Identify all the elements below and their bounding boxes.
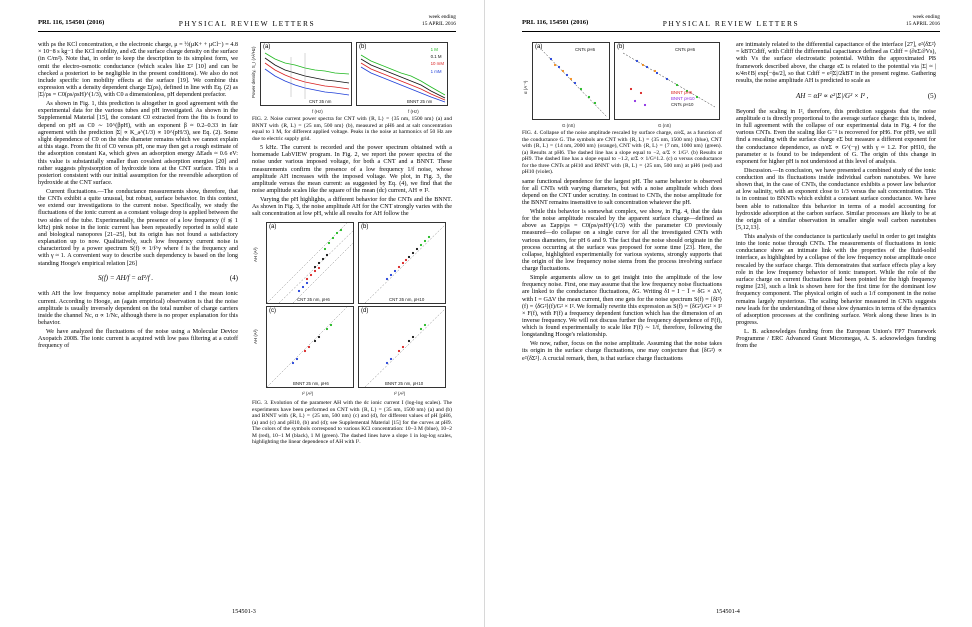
fig2-ylabel: Power density, S_I (A²/Hz) <box>251 46 256 98</box>
paragraph: same functional dependence for the largest pH. The same behavior is observed for all CNTs with varying diameters, but with a noise amplitude which does depend on the CNT under scrutiny. In contrast to CNTs, the noise amplitude for the BNNT remains insensitive to salt concentration whatever the pH. <box>522 178 722 207</box>
page-number: 154501-3 <box>232 608 256 615</box>
fig3-caption: FIG. 3. Evolution of the parameter AH with the dc ionic current I (log-log scales). The experiments have been performed on CNT with {R, L} = {35 nm, 1500 nm} (a) and (b) and BNNT with {R, L} = {25 nm, 500 nm} (c) and (d), for different values of pH [pH6, (a) and (c) and pH10, (b) and (d); see Supplemental Material [15] for the curves at pH9. The colors of the symbols correspond to various KCl concentration: 10−3 M (blue), 10−2 M (red), 10−1 M (black), 1 M (green). The dashed lines have a slope 1 in log-log scales, highlighting the linear dependence of AH with I². <box>252 400 452 446</box>
fig2-panel-a <box>260 42 352 106</box>
week-ending: week ending 15 APRIL 2016 <box>906 14 940 27</box>
equation-4 <box>38 269 238 291</box>
fig3-b-tag: CNT 35 nm, pH10 <box>389 297 425 303</box>
fig3-b-label: (b) <box>361 224 369 231</box>
fig2-a-plot <box>261 43 352 106</box>
paragraph: Discussion.—In conclusion, we have presented a combined study of the ionic conduction and its fluctuations inside individual carbon nanotubes. We have shown that, in the case of CNTs, the conductance exhibits a power law behavior at low salinity, with an exponent close to 1/3 versus the salt concentration. This is in contrast to BNNTs which exhibit a constant surface conductance. We have been able to rationalize this behavior in terms of a model accounting for hydroxide adsorption at the carbon surface. Similar processes are likely to be at the origin of a similar observation in smaller single wall carbon nanotubes [5,12,13]. <box>736 167 936 232</box>
fig2-panel-b <box>356 42 448 106</box>
fig2-a-label: (a) <box>263 44 271 50</box>
journal-name: PHYSICAL REVIEW LETTERS <box>178 19 316 28</box>
article-reference: PRL 116, 154501 (2016) <box>38 19 105 26</box>
left-page <box>4 6 484 621</box>
paragraph: We now, rather, focus on the noise amplitude. Assuming that the noise takes its origin in the surface charge fluctuations, one may conjecture that ⟨δG²⟩ ∝ e²⟨δΣ²⟩. A crucial remark, then, is that surface charge fluctuations <box>522 341 722 362</box>
fig2-legend <box>431 46 444 75</box>
header-rule <box>38 31 456 32</box>
running-header <box>522 14 940 34</box>
paragraph: Current fluctuations.—The conductance measurements show, therefore, that the CNTs exhibit a quite unusual, but robust, surface behavior. In this context, we extend our investigations to the current noise. Specifically, we study the fluctuations of the ionic current as a constant voltage drop is applied between the two sides of the tube. Experimentally, the presence of a low frequency (f ≲ 1 kHz) pink noise in the ionic current has been repeatedly reported in solid state and biological nanopores [21–25], but its origin has not found a satisfactory explanation up to now. Qualitatively, such low frequency current noise is characterized by a power spectrum S(f) ∝ 1/f^γ where f is the frequency and with γ ≈ 1. A convenient way to describe such dependency is based on the long standing Hooge's empirical relation [26] <box>38 188 238 267</box>
fig2-xlabel-a: f (Hz) <box>312 109 323 114</box>
fig2-a-tag: CNT 35 nm <box>309 99 332 104</box>
week-ending: week ending 15 APRIL 2016 <box>422 14 456 27</box>
paragraph: This analysis of the conductance is particularly useful in order to get insights into the ionic noise through CNTs. The measurements of fluctuations in ionic conductance show an intimate link with the properties of the fluid-solid interface, as highlighted by a collapse of the low frequency noise amplitude once rescaled by the surface charge. This demonstrates that surface effects play a key role in the low frequency behavior of ionic transport. While the role of the surface charge on current fluctuations had been pointed for the high frequency regime [23], such a link is shown here for the first time for the dominant low frequency component. The physical origin of such a 1/f component in the noise remains largely mysterious. The scaling behavior measured in CNTs suggests new leads for the understanding of these slow dynamics in terms of the dynamics of adsorption processes at the confining surface. Work along these lines is in progress. <box>736 233 936 327</box>
fig4-caption: FIG. 4. Collapse of the noise amplitude rescaled by surface charge, α/eΣ, as a function of the conductance G. The symbols are CNT with {R, L} = {35 nm, 1500 nm} (blue), CNT with {R, L} = {14 nm, 2000 nm} (orange), CNT with {R, L} = {7 nm, 1000 nm} (green). (a) Results at pH6. The dashed line has a slope equal to −2, α/Σ ∝ 1/G². (b) Results at pH9. The dashed line has a slope equal to −1.2, α/Σ ∝ 1/G^1.2. (c) α versus conductance for the three CNTs at pH10 and BNNT with {R, L} = {25 nm, 500 nm} at pH6 (red) and pH10 (violet). <box>522 130 722 175</box>
article-reference: PRL 116, 154501 (2016) <box>522 19 589 26</box>
fig4-xlabel-b: G (nS) <box>658 123 671 128</box>
fig2-b-tag: BNNT 25 nm <box>407 99 433 104</box>
fig4-b-tag: CNTs pH6 <box>675 47 696 52</box>
right-page-column-1 <box>522 42 722 364</box>
fig3-xlabel-right: I² (A²) <box>394 391 406 397</box>
equation-body: S(f) = AH/f = αI²/f . <box>98 274 154 283</box>
fig4-a-tag: CNTs pH6 <box>575 47 596 52</box>
paragraph: While this behavior is somewhat complex, we show, in Fig. 4, that the data for the noise amplitude rescaled by the apparent surface charge—defined as above as Σapp/ρs = C0(ρs/ρsH)^(1/3) with the parameter C0 previously measured—do collapse on a single curve for all the investigated CNTs with various diameters, for pH 6 and 9. The fact that the noise should originate in the process occurring at the surface was proposed for some time [23]. Here, the collapse, highlighted experimentally for various systems, strongly supports that the origin of the low frequency noise stems from the process involving surface charge fluctuations. <box>522 208 722 273</box>
fig4-a-label: (a) <box>535 44 543 50</box>
fig3-d-tag: BNNT 25 nm, pH10 <box>385 381 424 387</box>
paragraph: As shown in Fig. 1, this prediction is altogether in good agreement with the experimental data for the various tubes and pH investigated. As shown in the Supplemental Material [15], the constant C0 extracted from the fits is found to depend on pH as C0 ∼ 10^(βpH), with an exponent β ≈ 0.2–0.33 in fair agreement with the prediction |Σ| ∝ K_a^(1/3) ∝ 10^(pH/3), see Eq. (2). Some slight dependence of C0 on the tube diameter remains which we cannot explain at this stage. From the fit of C0 versus pH, one may then get a rough estimate of the adsorption constant Ka, which gives an adsorption energy ΔEads ≈ 0.6 eV: this value is substantially smaller than covalent adsorption energies [20] and rather suggests physisorption of hydroxide ions at the CNT surface. This is a posteriori consistent with our initial assumption for the reversible adsorption of hydroxide at the CNT surface. <box>38 101 238 187</box>
page-divider <box>484 0 485 627</box>
equation-5 <box>736 87 936 109</box>
equation-body: AH = αI² ∝ e²|Σ|/G² × I² , <box>796 91 869 100</box>
paragraph: with AH the low frequency noise amplitude parameter and I the mean ionic current. According to Hooge, an (again empirical) observation is that the noise amplitude is usually inversely dependent on the total number of charge carriers inside the channel Nc, α ∝ 1/Nc, although there is no proper explanation for this behavior. <box>38 291 238 327</box>
right-page <box>488 6 968 621</box>
page-number: 154501-4 <box>716 608 740 615</box>
fig3-c-tag: BNNT 25 nm, pH6 <box>293 381 329 387</box>
running-header <box>38 14 456 34</box>
legend-entry: 0.1 M <box>430 54 442 60</box>
legend-entry: 10 mM <box>430 61 444 67</box>
fig3-a-label: (a) <box>269 224 277 231</box>
paragraph: Simple arguments allow us to get insight into the amplitude of the low frequency noise. First, one may assume that the low frequency noise fluctuations are linked to the conductance fluctuations, δG. Writing δI = I − Ī = δG × ΔV, with I = GΔV the mean current, then one gets for the noise spectrum S(f) = ⟨δI²⟩(f) = ⟨δG²⟩(f)/G² × I². We formally rewrite this expression as S(f) = ⟨δG²⟩/G² × I² × F(f), with F(f) a frequency dependent function which has the dimension of an inverse frequency. We will not discuss further the frequency dependence of F(f), which is found experimentally to scale like F(f) ∼ 1/f, therefore, following the longstanding Hooge's relationship. <box>522 274 722 339</box>
paragraph: We have analyzed the fluctuations of the noise using a Molecular Device Axopatch 200B. The ionic current is acquired with low pass filtering at a cutoff frequency of <box>38 328 238 350</box>
figure-4 <box>522 42 722 130</box>
fig3-c-label: (c) <box>269 308 276 315</box>
fig4-b-tag: BNNT pH10 <box>671 96 695 101</box>
figure-3 <box>252 222 452 400</box>
fig3-a-tag: CNT 35 nm, pH6 <box>297 297 330 303</box>
fig4-b-tag: CNTs pH10 <box>671 102 694 107</box>
fig2-xlabel-b: f (Hz) <box>408 109 419 114</box>
legend-entry: 1 mM <box>430 68 442 74</box>
fig3-panel-b <box>358 222 446 304</box>
fig4-ylabel: α (A⁻¹) <box>523 80 528 94</box>
equation-number: (4) <box>229 274 238 283</box>
fig2-caption: FIG. 2. Noise current power spectra for CNT with {R, L} = {35 nm, 1500 nm} (a) and BNNT with {R, L} = {25 nm, 500 nm} (b), measured at pH6 and at salt concentration equal to 1 M, for different applied voltage. Peaks in the noise at harmonics of 50 Hz are due to electric supply grid. <box>252 116 452 142</box>
paragraph: Beyond the scaling in I², therefore, this prediction suggests that the noise amplitude α is directly proportional to the average surface charge: this is, indeed, in full agreement with the collapse of our experimental data in Fig. 4 for the various CNTs. Even the scaling like G⁻² is recovered for pH6. For pH9, we still find a rescaling with the surface charge eΣ but measure a different exponent for the conductance dependence, as α/eΣ ∝ G^(−γ) with γ ≈ 1.2. For pH10, the parameter α is found to be independent of G. The origin of this change in exponent for higher pH is not understood at this level of analysis. <box>736 108 936 165</box>
fig4-b-tag: BNNT pH6 <box>671 90 693 95</box>
fig4-panel-b <box>614 42 720 120</box>
journal-name: PHYSICAL REVIEW LETTERS <box>662 19 800 28</box>
fig3-panel-d <box>358 306 446 388</box>
fig3-ylabel-bottom: AH (A²) <box>253 329 258 345</box>
paragraph: Varying the pH highlights, a different behavior for the CNTs and the BNNT. As shown in Fig. 3, the noise amplitude AH for the CNT strongly varies with the salt concentration at low pH, while all results for AH follow the <box>252 196 452 218</box>
legend-entry: 1 M <box>430 47 438 52</box>
header-rule <box>522 31 940 32</box>
fig2-b-label: (b) <box>359 44 367 50</box>
fig3-panel-a <box>266 222 354 304</box>
paragraph: with ρs the KCl concentration, e the electronic charge, μ = ½(μK+ + μCl−) = 4.8 × 10−8 s kg−1 the KCl mobility, and eΣ the surface charge density on the surface (in C/m²). Note that, in order to keep the description to its simplest form, we omit the electro-osmotic conductance (which scales like Σ² [10] and can be checked a posteriori to be negligible in the present conditions). We also do not include specific ion mobility effects at the surface [19]. We combine this expression with a density dependent charge Σ(ρs), defined in line with Eq. (2) as |Σ|/ρs = C0(ρs/ρsH)^(1/3), with C0 a dimensionless, pH dependent prefactor. <box>38 42 238 99</box>
fig3-ylabel-top: AH (A²) <box>253 247 258 263</box>
left-page-column-2 <box>252 42 452 447</box>
right-page-column-2 <box>736 42 936 352</box>
paragraph: L. B. acknowledges funding from the European Union's FP7 Framework Programme / ERC Advanced Grant Micromegas, A. S. acknowledges funding from the <box>736 328 936 350</box>
fig4-panel-a <box>532 42 610 120</box>
fig3-d-label: (d) <box>361 308 369 315</box>
fig3-panel-c <box>266 306 354 388</box>
equation-number: (5) <box>927 91 936 100</box>
paragraph: 5 kHz. The current is recorded and the power spectrum obtained with a homemade LabVIEW program. In Fig. 2, we report the power spectra of the noise under various imposed voltage, for both a CNT and a BNNT. These measurements confirm the presence of a low frequency 1/f noise, whose amplitude AH increases with the imposed voltage. We plot, in Fig. 3, the amplitude versus the mean current: as suggested by Eq. (4), we find that the noise amplitude scales like the square of the mean (dc) current, AH ∝ I². <box>252 145 452 195</box>
fig4-b-label: (b) <box>617 44 625 50</box>
left-page-column-1 <box>38 42 238 352</box>
fig4-xlabel-a: G (nS) <box>562 123 575 128</box>
figure-2 <box>252 42 452 116</box>
fig3-xlabel-left: I² (A²) <box>302 391 314 397</box>
paragraph: are intimately related to the differential capacitance of the interface [27], e²⟨δΣ²⟩ = kBTCdiff, with Cdiff the differential capacitance defined as Cdiff = (∂eΣ/∂Vs), with Vs the surface electrostatic potential. Within the approximated PB framework described above, the charge eΣ is related to the potential via |Σ| ≈ |κ/4πℓB| exp[−ϕs/2], so that Cdiff = e²|Σ|/2kBT in the present regime. Gathering results, the noise amplitude AH is predicted to scale as <box>736 42 936 84</box>
